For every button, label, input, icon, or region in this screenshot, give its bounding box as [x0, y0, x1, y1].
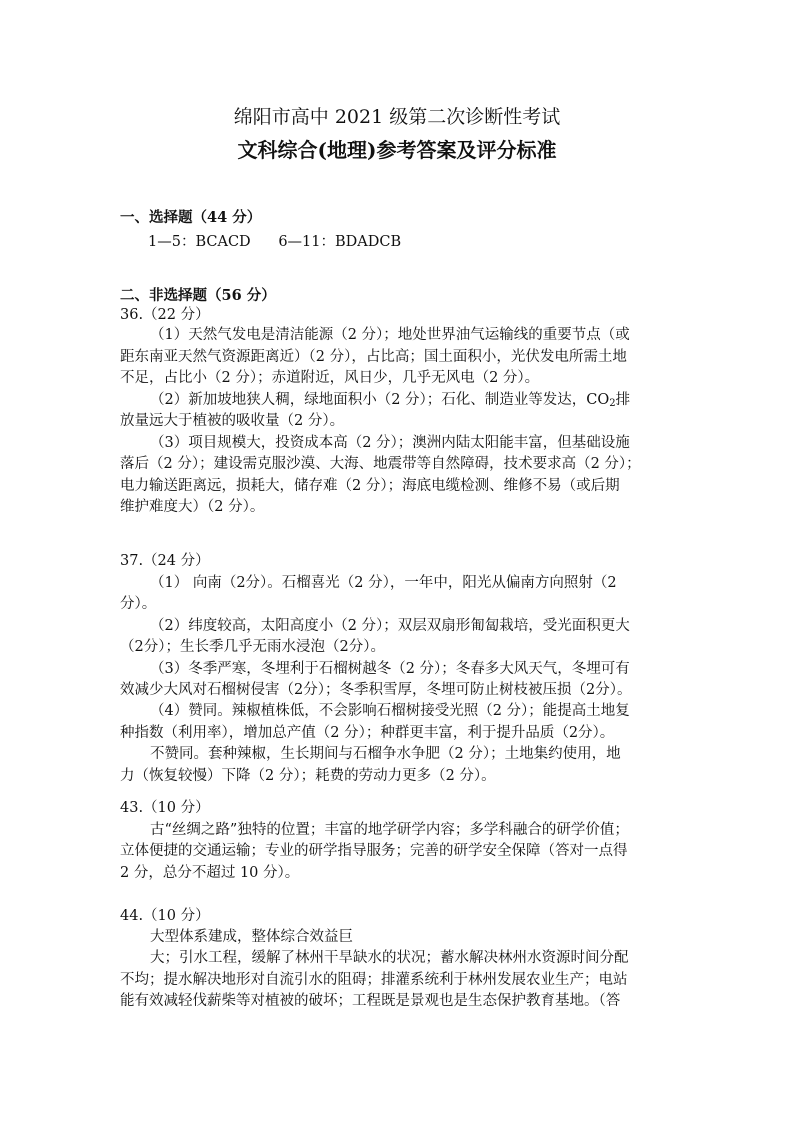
q36-line: 落后（2 分）；建设需克服沙漠、大海、地震带等自然障碍，技术要求高（2 分）；: [120, 456, 641, 472]
q36-line-co2: [150, 390, 630, 410]
q36-line: （1）天然气发电是清洁能源（2 分）；地处世界油气运输线的重要节点（或: [150, 327, 630, 343]
q37-line: 力（恢复较慢）下降（2 分）；耗费的劳动力更多（2 分）。: [120, 768, 496, 784]
q37-line: （1） 向南（2分）。石榴喜光（2 分），一年中，阳光从偏南方向照射（2: [150, 575, 617, 591]
section1-heading: 一、选择题（44 分）: [120, 209, 262, 226]
q36-line: 放量远大于植被的吸收量（2 分）。: [120, 413, 345, 429]
q36-line-tail: 排: [615, 392, 631, 408]
q43-heading: 43.（10 分）: [120, 800, 210, 816]
answer-key-title: 文科综合(地理)参考答案及评分标准: [237, 138, 557, 162]
q37-line: 种指数（利用率），增加总产值（2 分）；种群更丰富，利于提升品质（2分）。: [120, 725, 615, 741]
q37-line: （2分）；生长季几乎无雨水浸泡（2分）。: [120, 639, 385, 655]
q43-line: 立体便捷的交通运输；专业的研学指导服务；完善的研学安全保障（答对一点得: [120, 843, 628, 859]
q36-line: （3）项目规模大，投资成本高（2 分）；澳洲内陆太阳能丰富，但基础设施: [150, 435, 630, 451]
exam-title: 绵阳市高中 2021 级第二次诊断性考试: [233, 106, 561, 128]
q36-line: 电力输送距离远，损耗大，储存难（2 分）；海底电缆检测、维修不易（或后期: [120, 478, 620, 494]
q37-line: 分）。: [120, 596, 157, 612]
q44-line: 能有效减轻伐薪柴等对植被的破坏；工程既是景观也是生态保护教育基地。（答: [120, 993, 621, 1009]
q37-line: 不赞同。套种辣椒，生长期间与石榴争水争肥（2 分）；土地集约使用，地: [150, 746, 621, 762]
q37-line: （2）纬度较高，太阳高度小（2 分）；双层双扇形匍匐栽培，受光面积更大: [150, 618, 630, 634]
co2-subscript: 2: [609, 398, 616, 409]
section2-heading: 二、非选择题（56 分）: [120, 287, 276, 304]
q36-line: 维护难度大）（2 分）。: [120, 499, 265, 515]
q44-line: 大；引水工程，缓解了林州干旱缺水的状况；蓄水解决林州水资源时间分配: [150, 950, 629, 966]
q37-line: （3）冬季严寒，冬埋利于石榴树越冬（2 分）；冬春多大风天气，冬埋可有: [150, 661, 630, 677]
q37-line: 效减少大风对石榴树侵害（2分）；冬季积雪厚，冬埋可防止树枝被压损（2分）。: [120, 682, 632, 698]
q44-heading: 44.（10 分）: [120, 908, 210, 924]
q36-heading: 36.（22 分）: [120, 307, 210, 323]
choice-answers: 1—5：BCACD 6—11：BDADCB: [148, 234, 402, 250]
q44-line: 大型体系建成，整体综合效益巨: [150, 929, 353, 945]
q37-heading: 37.（24 分）: [120, 553, 210, 569]
q43-line: 古“丝绸之路”独特的位置；丰富的地学研学内容；多学科融合的研学价值；: [150, 822, 629, 838]
q43-line: 2 分，总分不超过 10 分）。: [120, 865, 300, 881]
q37-line: （4）赞同。辣椒植株低，不会影响石榴树接受光照（2 分）；能提高土地复: [150, 703, 630, 719]
q36-line: 距东南亚天然气资源距离近）（2 分），占比高；国土面积小，光伏发电所需土地: [120, 349, 627, 365]
q36-line-text: （2）新加坡地狭人稠，绿地面积小（2 分）；石化、制造业等发达，CO: [150, 392, 610, 408]
q44-line: 不均；提水解决地形对自流引水的阻碍；排灌系统利于林州发展农业生产；电站: [120, 972, 628, 988]
q36-line: 不足，占比小（2 分）；赤道附近，风日少，几乎无风电（2 分）。: [120, 370, 540, 386]
